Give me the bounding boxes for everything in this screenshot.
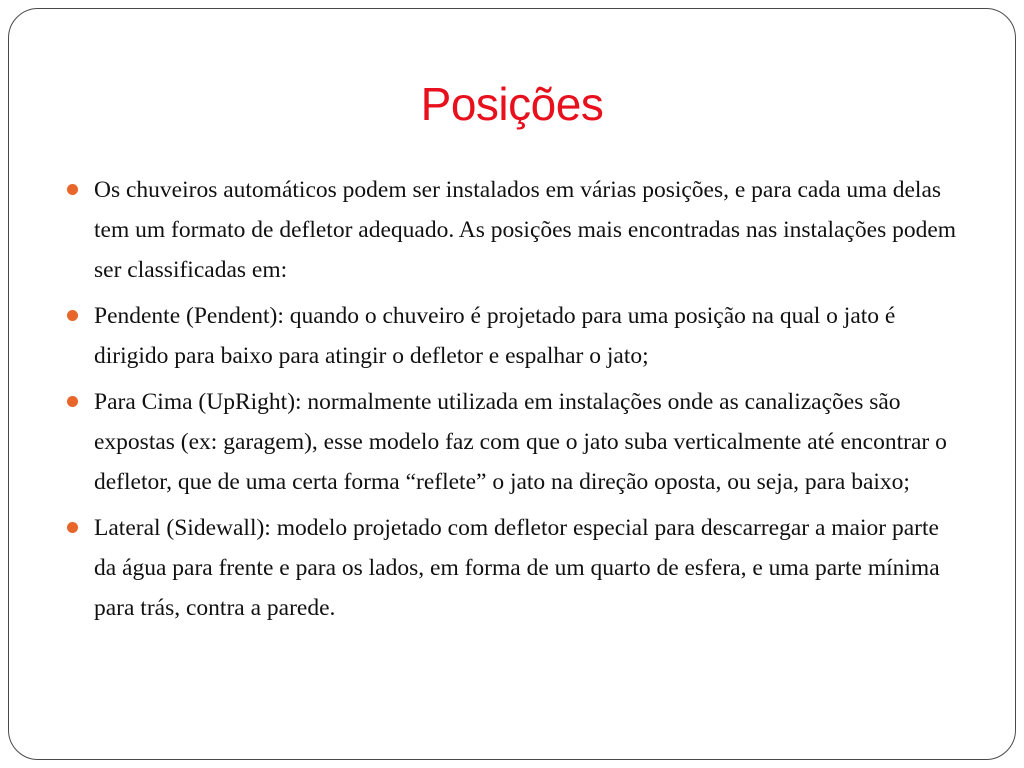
list-item [94, 508, 966, 628]
bullet-text: Para Cima (UpRight): normalmente utilizada em instalações onde as canalizações são expostas (ex: garagem), esse modelo faz com que o jato suba verticalmente até encontrar o defletor, que de uma certa forma “reflete” o jato na direção oposta, ou seja, para baixo; [94, 389, 947, 495]
list-item [94, 170, 966, 290]
slide-title: Posições [420, 78, 604, 130]
bullet-icon [67, 396, 78, 407]
bullet-icon [67, 184, 78, 195]
bullet-icon [67, 522, 78, 533]
bullet-text: Os chuveiros automáticos podem ser instalados em várias posições, e para cada uma delas tem um formato de defletor adequado. As posições mais encontradas nas instalações podem ser classificadas em: [94, 177, 957, 283]
bullet-icon [67, 310, 78, 321]
bullet-list [94, 170, 966, 634]
list-item [94, 296, 966, 376]
bullet-text: Lateral (Sidewall): modelo projetado com defletor especial para descarregar a maior parte da água para frente e para os lados, em forma de um quarto de esfera, e uma parte mínima para trás, contra a parede. [94, 515, 940, 621]
bullet-text: Pendente (Pendent): quando o chuveiro é projetado para uma posição na qual o jato é dirigido para baixo para atingir o defletor e espalhar o jato; [94, 303, 896, 369]
list-item [94, 382, 966, 502]
